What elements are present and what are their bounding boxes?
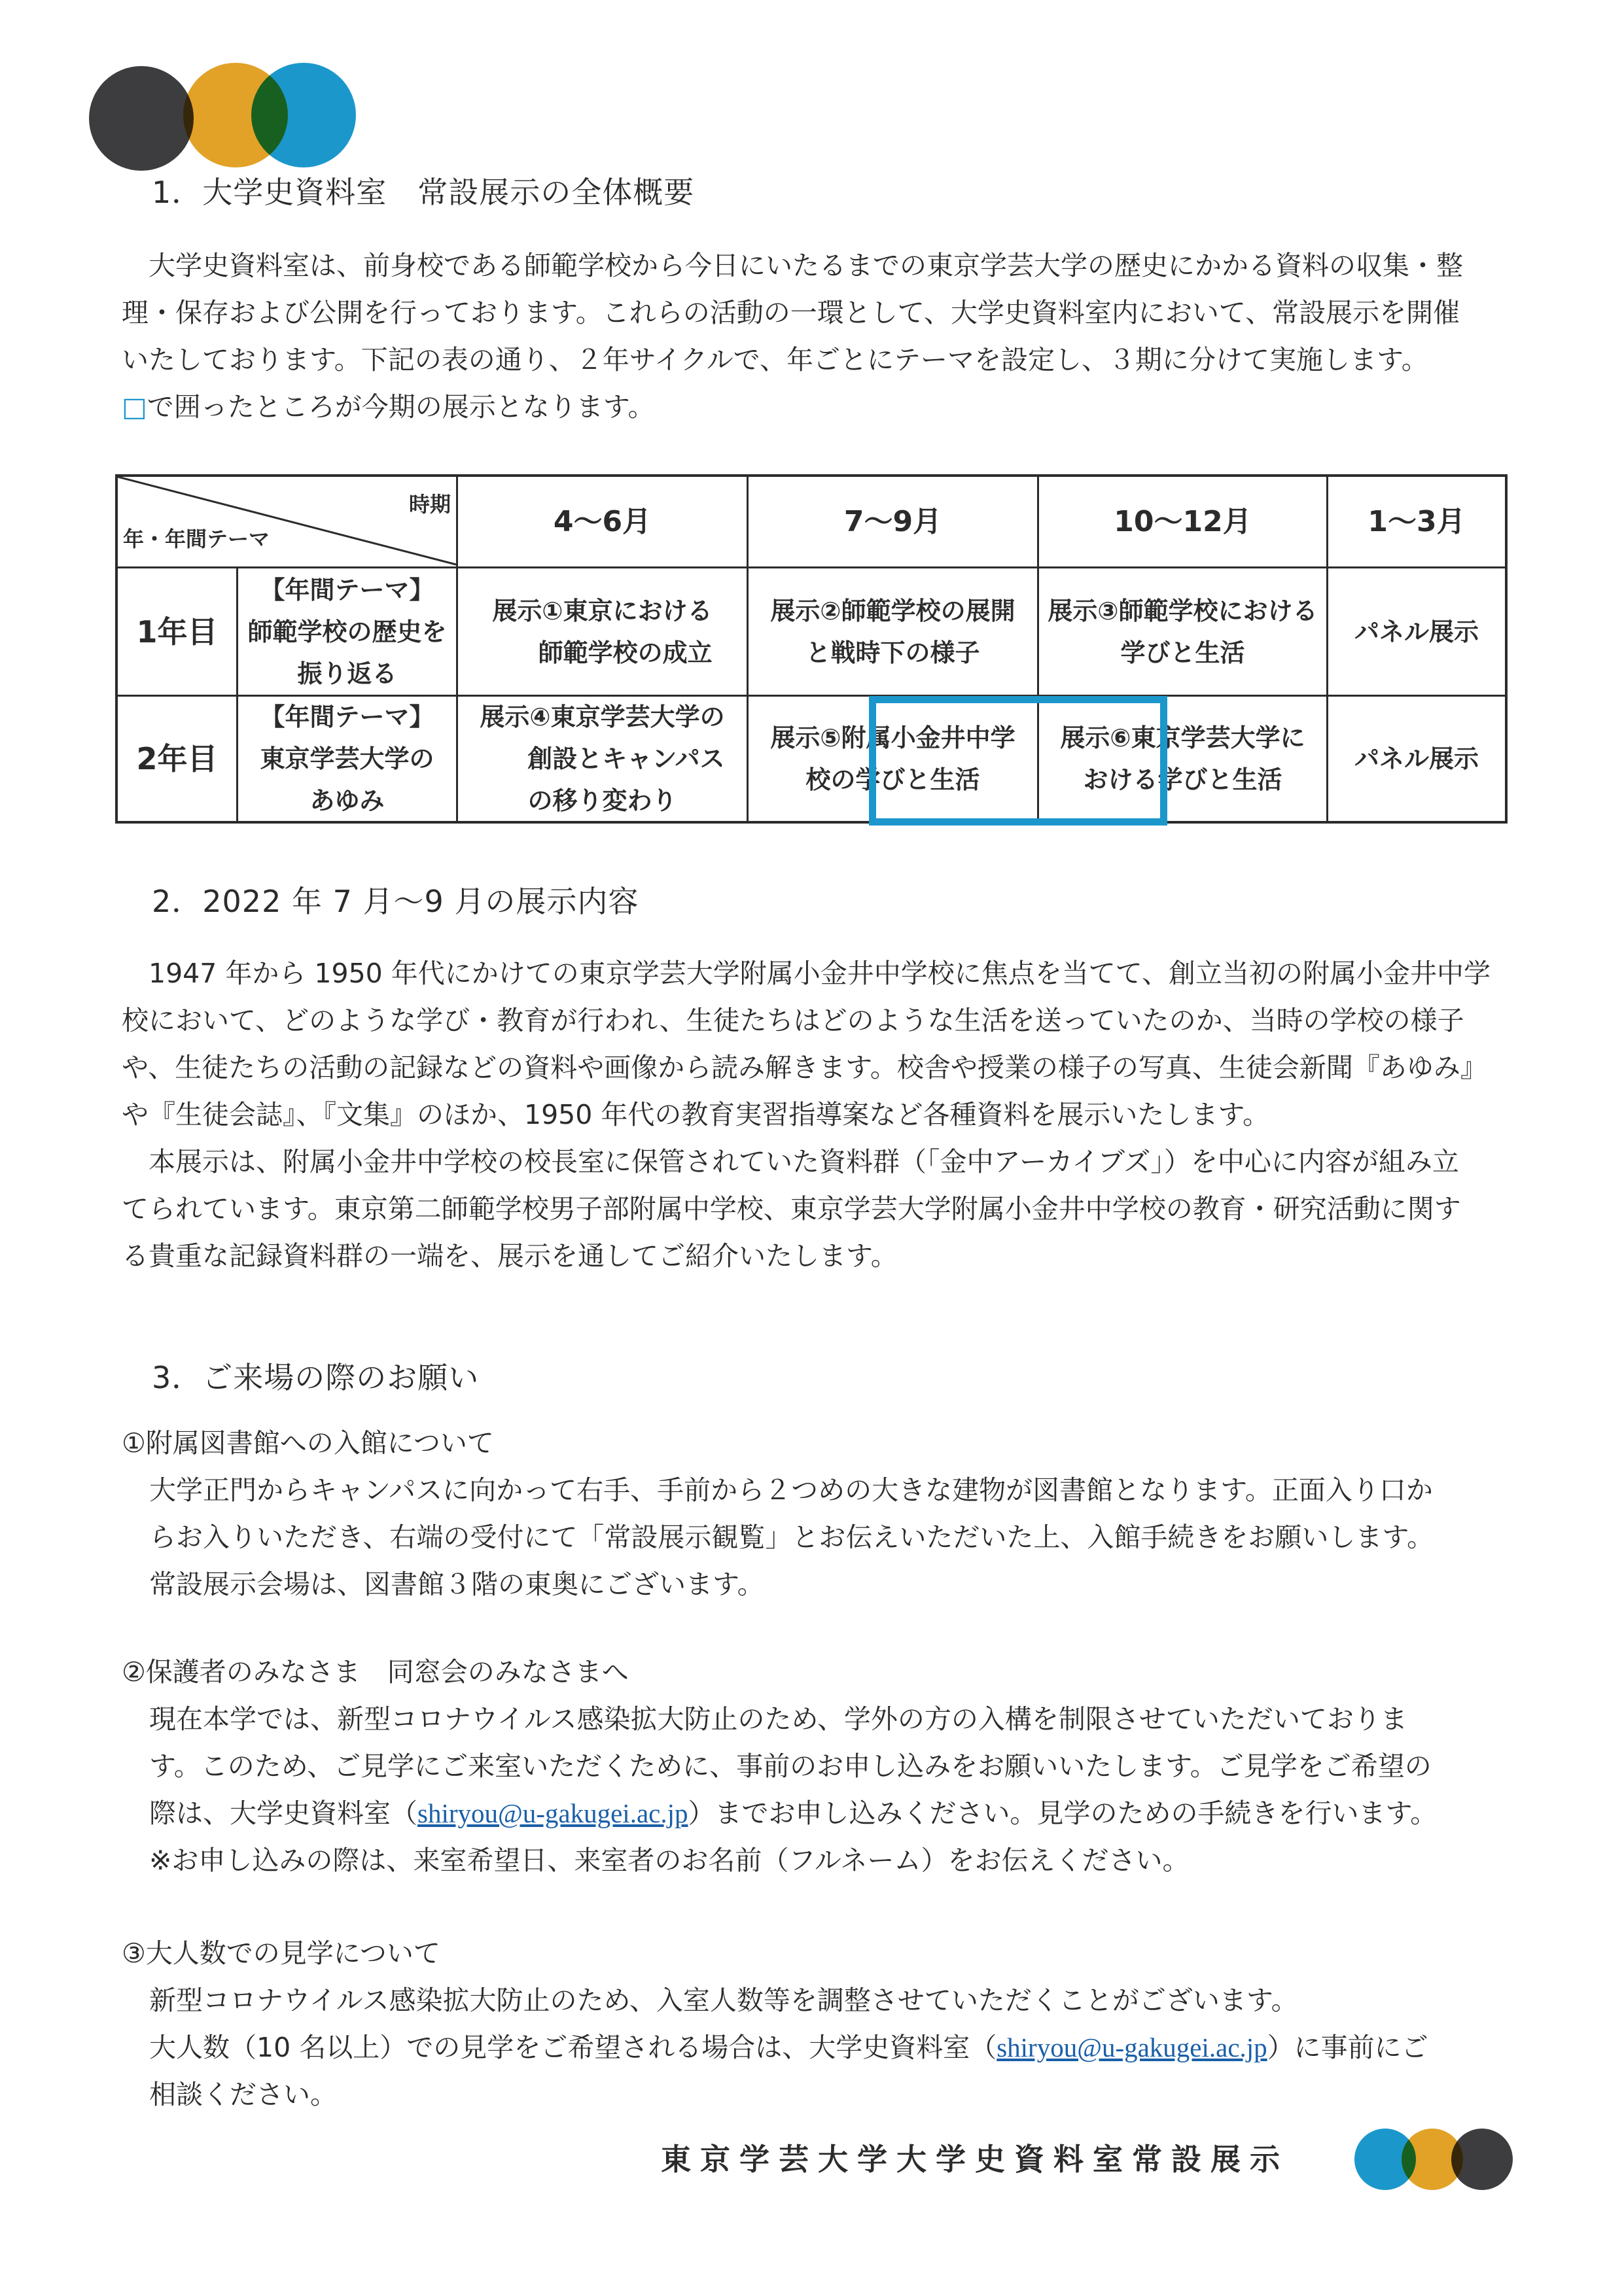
- exhibit-cell: [458, 697, 749, 821]
- sub3-line: 新型コロナウイルス感染拡大防止のため、入室人数等を調整させていただくことがございます。: [149, 1985, 1298, 2016]
- sub1-body: [122, 1467, 1522, 1608]
- sub1-heading: ①附属図書館への入館について: [122, 1427, 494, 1459]
- sub2-heading: ②保護者のみなさま 同窓会のみなさまへ: [122, 1656, 629, 1688]
- section1-line: 理・保存および公開を行っております。これらの活動の一環として、大学史資料室内において、常設展示を開催: [122, 297, 1460, 328]
- section2-line: 校において、どのような学び・教育が行われ、生徒たちはどのような生活を送っていたのか、当時の学校の様子: [122, 1005, 1464, 1036]
- section2-line: や『生徒会誌』、『文集』のほか、1950 年代の教育実習指導案など各種資料を展示いたします。: [122, 1099, 1270, 1130]
- table-corner: [118, 477, 458, 568]
- period-header: 7～9月: [749, 477, 1039, 568]
- period-header: 4～6月: [458, 477, 749, 568]
- sub3-text: 大人数（10 名以上）での見学をご希望される場合は、大学史資料室（: [149, 2032, 997, 2063]
- year-cell: 1年目: [118, 568, 238, 697]
- email-link[interactable]: shiryou@u-gakugei.ac.jp: [997, 2032, 1267, 2062]
- exhibit-text: おける学びと生活: [1083, 765, 1282, 794]
- section1-line: いたしております。下記の表の通り、２年サイクルで、年ごとにテーマを設定し、３期に分けて実施します。: [122, 344, 1428, 375]
- exhibit-text: 創設とキャンパス: [527, 744, 725, 773]
- panel-cell: パネル展示: [1328, 568, 1505, 697]
- exhibit-text: 師範学校の成立: [538, 638, 713, 667]
- exhibit-text: 学びと生活: [1120, 638, 1245, 667]
- theme-text: あゆみ: [309, 786, 385, 815]
- sub2-line: 現在本学では、新型コロナウイルス感染拡大防止のため、学外の方の入構を制限させていただいておりま: [149, 1703, 1407, 1735]
- sub2-text: 際は、大学史資料室（: [149, 1798, 417, 1829]
- section1-title: 1．大学史資料室 常設展示の全体概要: [152, 175, 695, 210]
- blue-circle: [251, 63, 356, 167]
- section2-body: [122, 950, 1522, 1279]
- sub3-heading: ③大人数での見学について: [122, 1938, 440, 1969]
- exhibit-cell: [1039, 568, 1328, 697]
- sub3-line: [149, 2024, 1522, 2071]
- panel-cell: パネル展示: [1354, 744, 1479, 773]
- exhibit-text: 展示②師範学校の展開: [770, 596, 1015, 625]
- dark-circle: [89, 66, 194, 171]
- sub2-line: す。このため、ご見学にご来室いただくために、事前のお申し込みをお願いいたします。ご見学をご希望の: [149, 1750, 1432, 1782]
- exhibit-text: 展示①東京における: [492, 596, 713, 625]
- sub2-line: ※お申し込みの際は、来室希望日、来室者のお名前（フルネーム）をお伝えください。: [149, 1845, 1190, 1876]
- section3-sub2: [122, 1648, 1522, 1884]
- exhibit-text: 展示⑥東京学芸大学に: [1060, 723, 1305, 752]
- sub1-line: 大学正門からキャンパスに向かって右手、手前から２つめの大きな建物が図書館となります。正面入り口か: [149, 1474, 1433, 1506]
- square-marker-icon: □: [122, 391, 147, 423]
- section2-line: てられています。東京第二師範学校男子部附属中学校、東京学芸大学附属小金井中学校の教育・研究活動に関す: [122, 1193, 1461, 1225]
- year-cell: 2年目: [118, 697, 238, 821]
- exhibit-text: 校の学びと生活: [805, 765, 980, 794]
- corner-year-label: 年・年間テーマ: [123, 527, 270, 551]
- theme-text: 師範学校の歴史を: [247, 617, 447, 646]
- section1-marker-line: [122, 383, 1522, 430]
- corner-period-label: 時期: [408, 492, 451, 517]
- exhibit-cell: [458, 568, 749, 697]
- theme-cell: [238, 568, 458, 697]
- theme-label: 【年間テーマ】: [260, 703, 434, 731]
- period-header: 10～12月: [1039, 477, 1328, 568]
- sub3-line: 相談ください。: [149, 2079, 337, 2110]
- footer-circles: [1354, 2129, 1525, 2194]
- period-header: 1～3月: [1328, 477, 1505, 568]
- marker-text: で囲ったところが今期の展示となります。: [147, 391, 655, 423]
- exhibit-text: 展示⑤附属小金井中学: [770, 723, 1015, 752]
- theme-label: 【年間テーマ】: [260, 575, 434, 604]
- section3-sub1: [122, 1419, 1522, 1608]
- sub3-body: [122, 1977, 1522, 2118]
- exhibit-text: 展示③師範学校における: [1048, 596, 1318, 625]
- section2-title: 2．2022 年 7 月～9 月の展示内容: [152, 884, 639, 919]
- footer-title: 東京学芸大学大学史資料室常設展示: [661, 2142, 1289, 2177]
- section3-title: 3．ご来場の際のお願い: [152, 1360, 480, 1395]
- logo-circles: [85, 63, 360, 174]
- schedule-table: [115, 474, 1508, 824]
- sub1-line: らお入りいただき、右端の受付にて「常設展示観覧」とお伝えいただいた上、入館手続きをお願いします。: [149, 1522, 1434, 1553]
- sub2-body: [122, 1696, 1522, 1884]
- theme-text: 振り返る: [297, 659, 397, 688]
- exhibit-cell: [749, 568, 1039, 697]
- exhibit-text: の移り変わり: [527, 786, 677, 815]
- dark-circle: [1451, 2129, 1513, 2190]
- theme-text: 東京学芸大学の: [260, 744, 434, 773]
- exhibit-text: と戦時下の様子: [805, 638, 980, 667]
- exhibit-text: 展示④東京学芸大学の: [480, 703, 725, 731]
- theme-cell: [238, 697, 458, 821]
- sub2-line: [149, 1790, 1522, 1837]
- sub3-text: ）に事前にご: [1267, 2032, 1428, 2063]
- sub2-text: ）までお申し込みください。見学のための手続きを行います。: [688, 1798, 1438, 1829]
- section2-line: や、生徒たちの活動の記録などの資料や画像から読み解きます。校舎や授業の様子の写真、生徒会新聞『あゆみ』: [122, 1052, 1487, 1083]
- sub1-line: 常設展示会場は、図書館３階の東奥にございます。: [149, 1569, 764, 1600]
- section2-line: 本展示は、附属小金井中学校の校長室に保管されていた資料群（「金中アーカイブズ」）を中心に内容が組み立: [149, 1146, 1459, 1177]
- current-exhibit-highlight: [869, 696, 1167, 826]
- section2-line: 1947 年から 1950 年代にかけての東京学芸大学附属小金井中学校に焦点を当てて、創立当初の附属小金井中学: [149, 958, 1491, 989]
- email-link[interactable]: shiryou@u-gakugei.ac.jp: [417, 1798, 688, 1828]
- section2-line: る貴重な記録資料群の一端を、展示を通してご紹介いたします。: [122, 1240, 898, 1272]
- section1-body: [122, 242, 1522, 430]
- section1-line: 大学史資料室は、前身校である師範学校から今日にいたるまでの東京学芸大学の歴史にかかる資料の収集・整: [149, 250, 1463, 281]
- section3-sub3: [122, 1930, 1522, 2118]
